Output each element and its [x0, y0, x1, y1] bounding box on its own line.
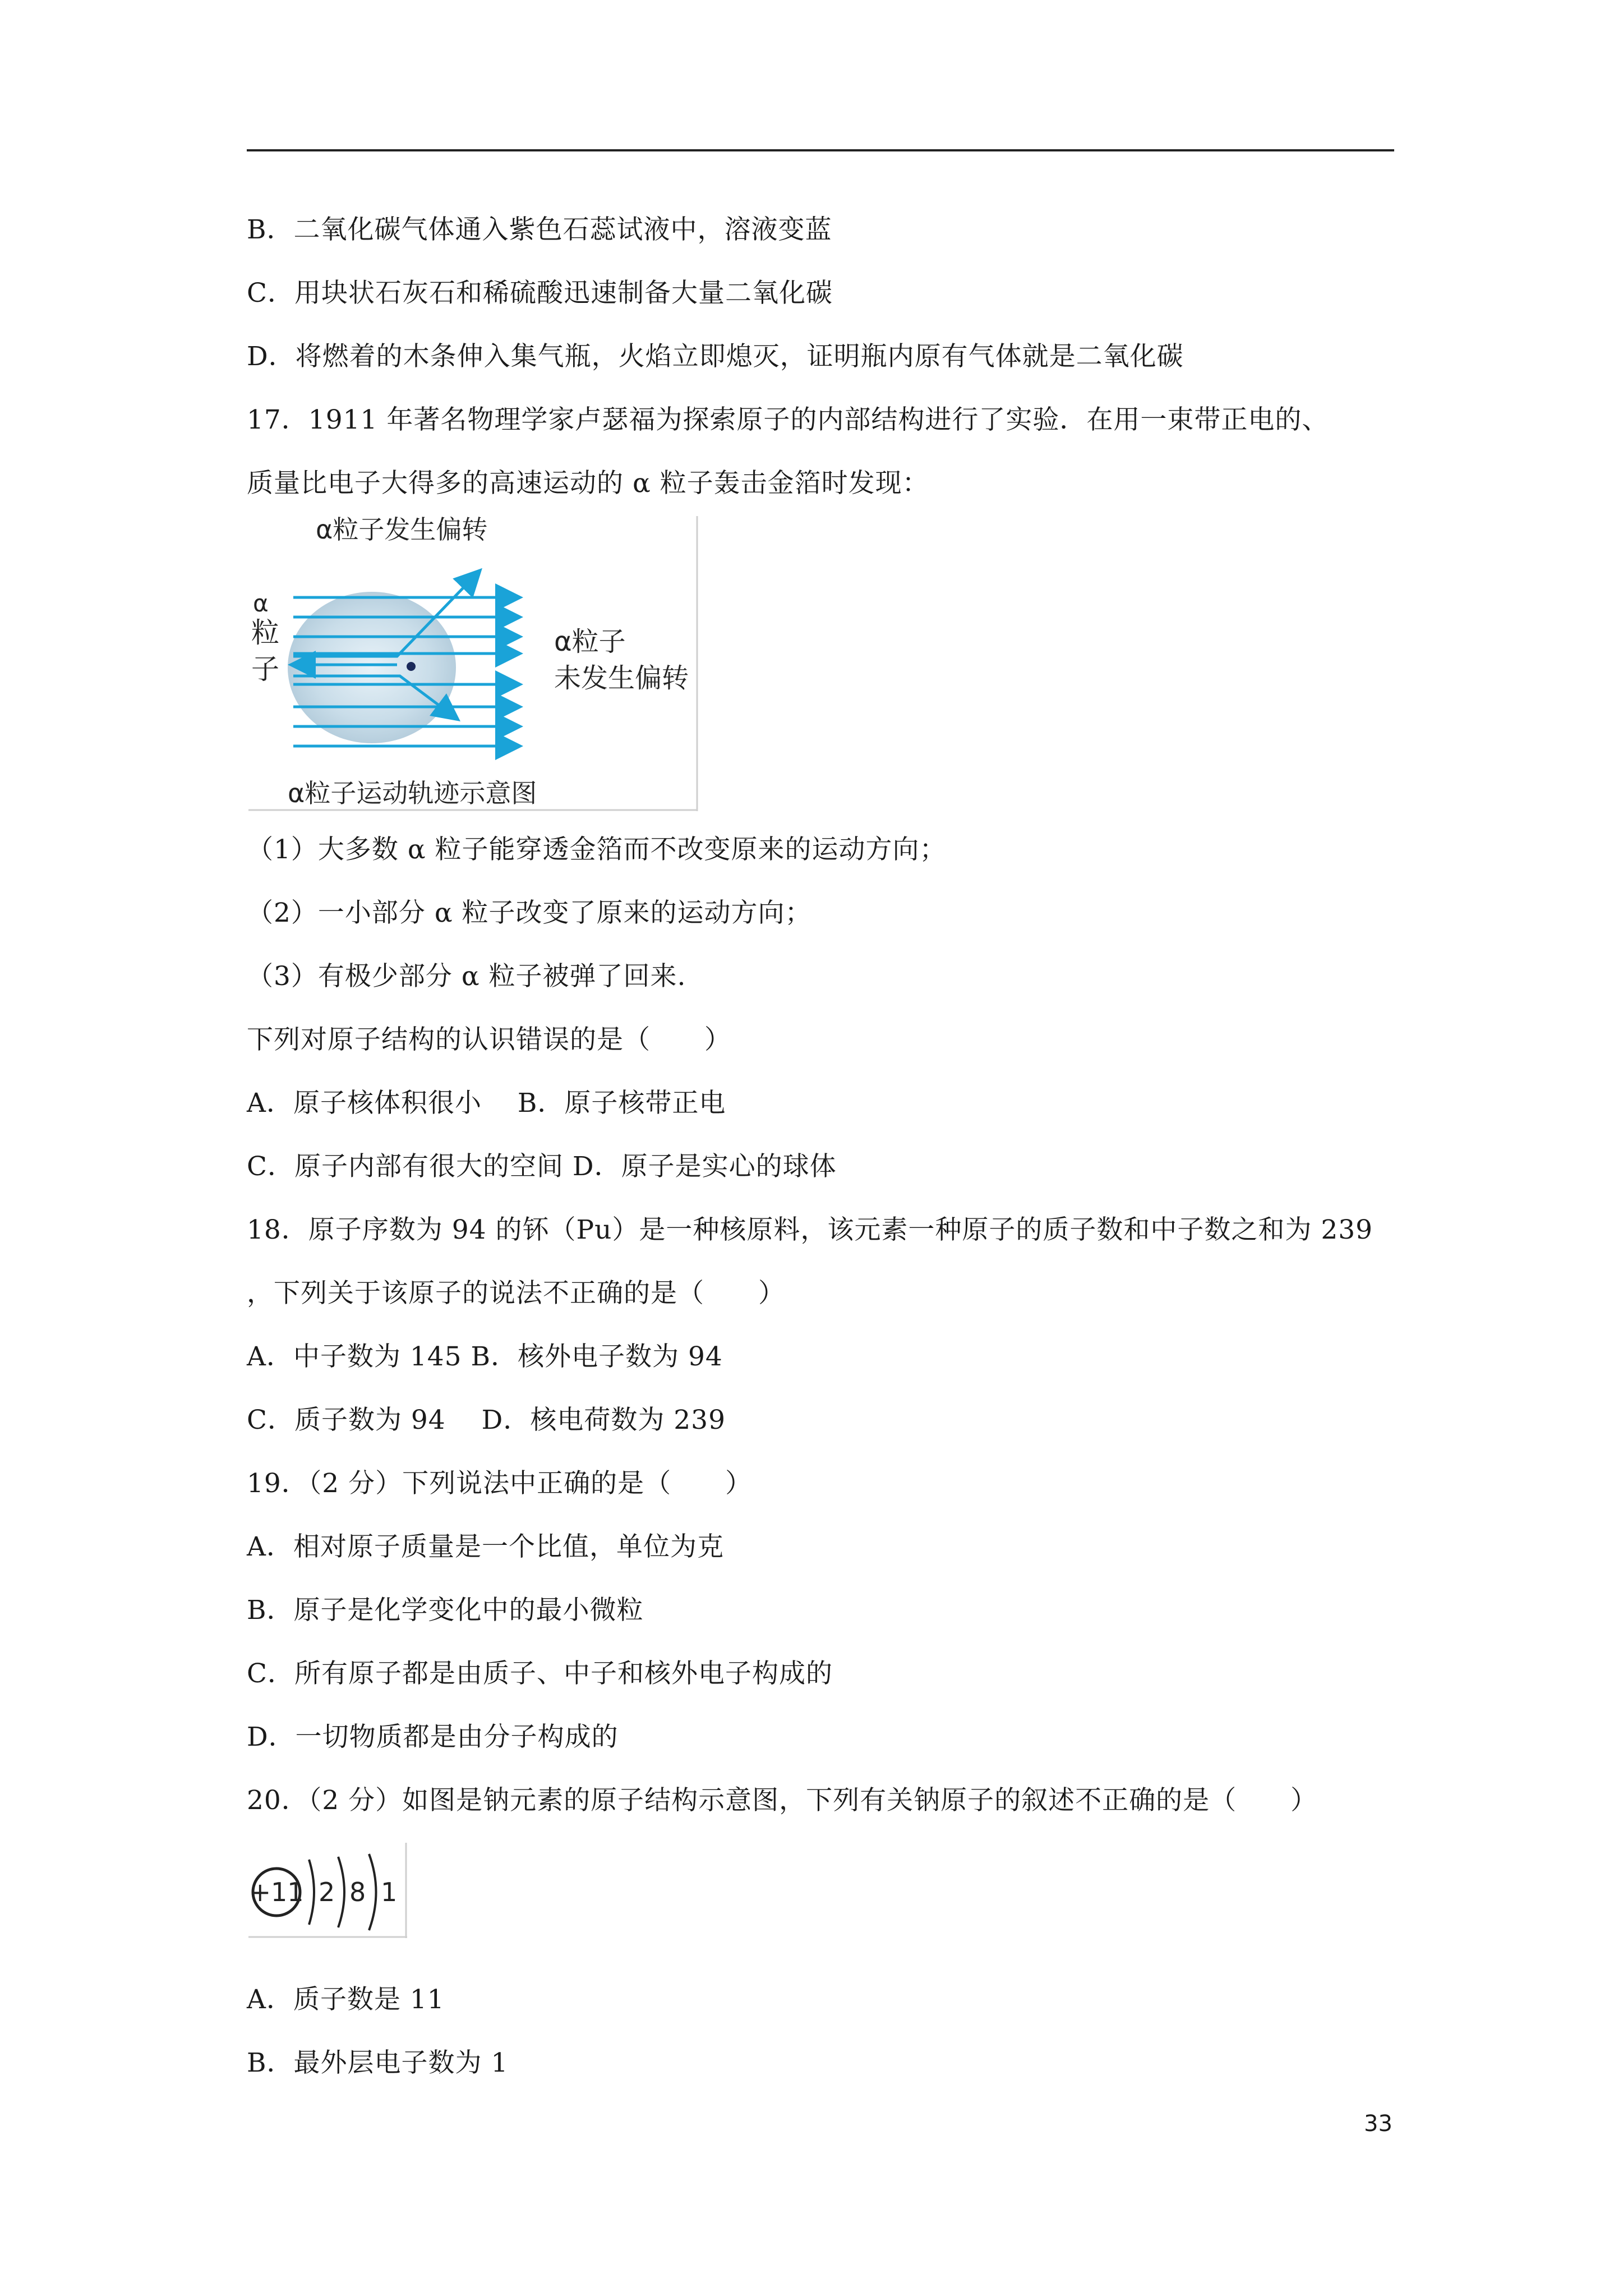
- alpha-scattering-figure: [248, 516, 698, 811]
- options-17-ab: A．原子核体积很小 B．原子核带正电: [247, 1088, 726, 1119]
- question-19-stem: 19．（2 分）下列说法中正确的是（ ）: [247, 1468, 753, 1499]
- figure-caption: α粒子运动轨迹示意图: [288, 778, 537, 808]
- observation-1: （1）大多数 α 粒子能穿透金箔而不改变原来的运动方向；: [247, 834, 947, 865]
- question-18-stem-1: 18．原子序数为 94 的钚（Pu）是一种核原料，该元素一种原子的质子数和中子数之和为 239: [247, 1214, 1373, 1245]
- label-zi-left: 子: [251, 653, 279, 685]
- option-19a: A．相对原子质量是一个比值，单位为克: [247, 1531, 724, 1562]
- header-rule: [247, 149, 1394, 151]
- gold-atom-shape: [288, 592, 456, 743]
- option-16b: B．二氧化碳气体通入紫色石蕊试液中，溶液变蓝: [247, 214, 832, 245]
- option-20a: A．质子数是 11: [247, 1984, 445, 2015]
- page-number: 33: [1364, 2111, 1393, 2137]
- option-19b: B．原子是化学变化中的最小微粒: [247, 1595, 644, 1626]
- options-18-ab: A．中子数为 145 B．核外电子数为 94: [247, 1341, 723, 1372]
- label-deflected: α粒子发生偏转: [316, 516, 488, 545]
- shell-1-electrons: 2: [319, 1877, 335, 1907]
- observation-3: （3）有极少部分 α 粒子被弹了回来.: [247, 961, 686, 992]
- question-17-stem-2: 质量比电子大得多的高速运动的 α 粒子轰击金箔时发现：: [247, 468, 929, 499]
- observation-2: （2）一小部分 α 粒子改变了原来的运动方向；: [247, 898, 812, 928]
- option-19d: D．一切物质都是由分子构成的: [247, 1722, 619, 1752]
- label-grain-left: 粒: [251, 616, 279, 649]
- question-18-stem-2: ，下列关于该原子的说法不正确的是（ ）: [247, 1278, 785, 1309]
- question-17-prompt: 下列对原子结构的认识错误的是（ ）: [247, 1024, 731, 1055]
- option-19c: C．所有原子都是由质子、中子和核外电子构成的: [247, 1658, 833, 1689]
- sodium-atom-diagram: [248, 1843, 407, 1938]
- options-17-cd: C．原子内部有很大的空间 D．原子是实心的球体: [247, 1151, 837, 1182]
- label-alpha-left: α: [253, 590, 269, 617]
- options-18-cd: C．质子数为 94 D．核电荷数为 239: [247, 1405, 726, 1435]
- option-16d: D．将燃着的木条伸入集气瓶，火焰立即熄灭，证明瓶内原有气体就是二氧化碳: [247, 341, 1184, 372]
- label-not-deflected: 未发生偏转: [554, 662, 689, 694]
- nucleus-dot: [407, 662, 416, 671]
- label-alpha-right: α粒子: [554, 626, 626, 657]
- question-17-stem-1: 17．1911 年著名物理学家卢瑟福为探索原子的内部结构进行了实验．在用一束带正电的、: [247, 404, 1329, 435]
- shell-2-electrons: 8: [349, 1877, 366, 1907]
- shell-3-electrons: 1: [381, 1877, 398, 1907]
- question-20-stem: 20．（2 分）如图是钠元素的原子结构示意图，下列有关钠原子的叙述不正确的是（ ）: [247, 1785, 1318, 1816]
- option-20b: B．最外层电子数为 1: [247, 2047, 509, 2078]
- option-16c: C．用块状石灰石和稀硫酸迅速制备大量二氧化碳: [247, 278, 833, 309]
- nucleus-charge: +11: [249, 1877, 304, 1907]
